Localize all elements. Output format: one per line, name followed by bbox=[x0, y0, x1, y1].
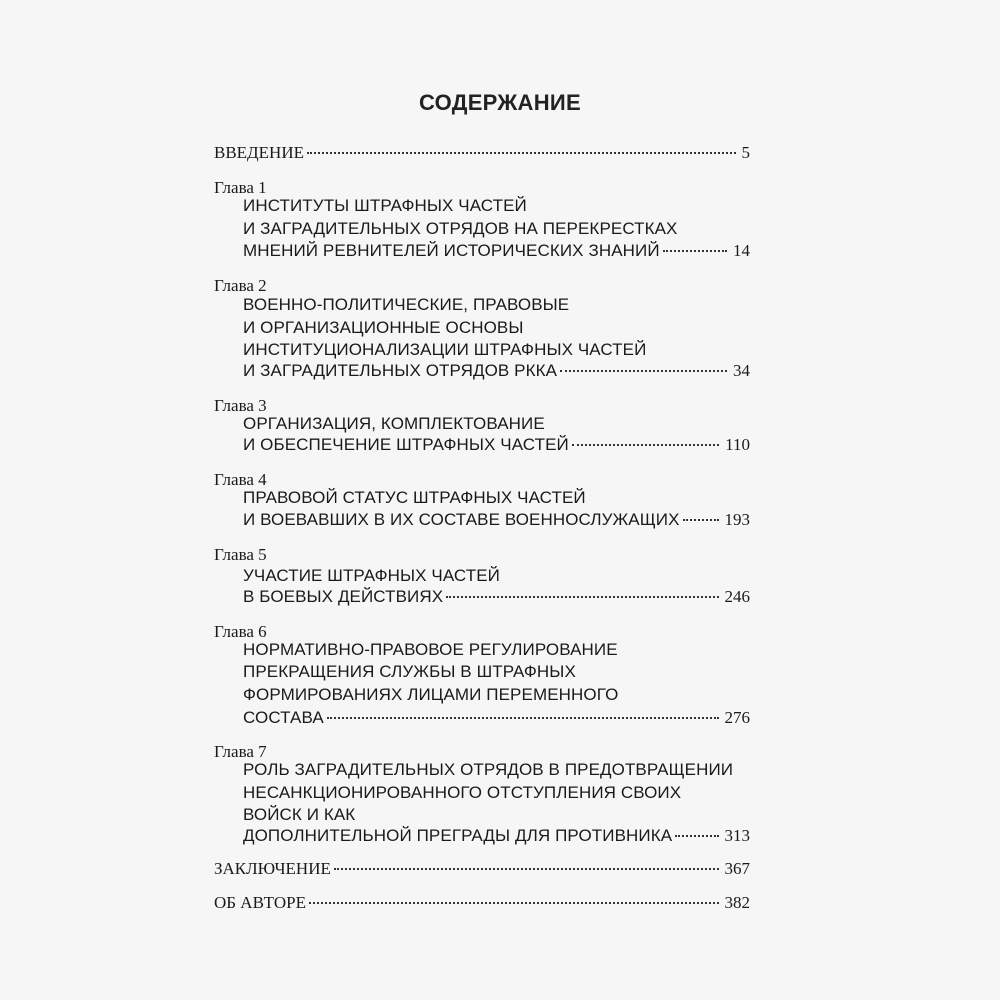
chapter-title-line: ПРАВОВОЙ СТАТУС ШТРАФНЫХ ЧАСТЕЙ bbox=[243, 488, 586, 507]
chapter-title-line: ВОЙСК И КАК bbox=[243, 805, 356, 824]
toc-entry-chapter-4[interactable] bbox=[243, 510, 750, 530]
chapter-label: Глава 6 bbox=[214, 622, 267, 641]
toc-entry-chapter-2[interactable] bbox=[243, 361, 750, 381]
toc-entry-chapter-3[interactable] bbox=[243, 435, 750, 455]
chapter-label: Глава 2 bbox=[214, 276, 267, 295]
chapter-title-line: И ВОЕВАВШИХ В ИХ СОСТАВЕ ВОЕННОСЛУЖАЩИХ bbox=[243, 510, 680, 529]
chapter-title-line: ПРЕКРАЩЕНИЯ СЛУЖБЫ В ШТРАФНЫХ bbox=[243, 662, 576, 681]
dot-leader bbox=[309, 902, 719, 904]
dot-leader bbox=[307, 152, 736, 154]
chapter-label: Глава 3 bbox=[214, 396, 267, 415]
toc-page-number: 34 bbox=[733, 361, 750, 380]
chapter-title-line: СОСТАВА bbox=[243, 708, 324, 727]
chapter-title-line: НЕСАНКЦИОНИРОВАННОГО ОТСТУПЛЕНИЯ СВОИХ bbox=[243, 783, 682, 802]
chapter-title-line: ОРГАНИЗАЦИЯ, КОМПЛЕКТОВАНИЕ bbox=[243, 414, 545, 433]
toc-entry-about[interactable] bbox=[214, 893, 750, 913]
dot-leader bbox=[560, 370, 727, 372]
toc-entry-title: ОБ АВТОРЕ bbox=[214, 893, 306, 912]
dot-leader bbox=[663, 250, 727, 252]
chapter-title-line: И ЗАГРАДИТЕЛЬНЫХ ОТРЯДОВ РККА bbox=[243, 361, 558, 380]
toc-entry-title: ВВЕДЕНИЕ bbox=[214, 143, 304, 162]
toc-entry-chapter-1[interactable] bbox=[243, 241, 750, 261]
toc-entry-chapter-6[interactable] bbox=[243, 708, 750, 728]
toc-page-number: 14 bbox=[733, 241, 750, 260]
toc-page-number: 276 bbox=[724, 708, 750, 727]
toc-page-number: 313 bbox=[724, 826, 750, 845]
chapter-title-line: УЧАСТИЕ ШТРАФНЫХ ЧАСТЕЙ bbox=[243, 566, 500, 585]
dot-leader bbox=[334, 868, 719, 870]
toc-page-number: 193 bbox=[724, 510, 750, 529]
dot-leader bbox=[327, 717, 719, 719]
chapter-title-line: ФОРМИРОВАНИЯХ ЛИЦАМИ ПЕРЕМЕННОГО bbox=[243, 685, 619, 704]
toc-page-number: 246 bbox=[724, 587, 750, 606]
dot-leader bbox=[675, 835, 718, 837]
chapter-title-line: И ЗАГРАДИТЕЛЬНЫХ ОТРЯДОВ НА ПЕРЕКРЕСТКАХ bbox=[243, 219, 678, 238]
dot-leader bbox=[572, 444, 719, 446]
chapter-title-line: ИНСТИТУТЫ ШТРАФНЫХ ЧАСТЕЙ bbox=[243, 196, 527, 215]
toc-page-number: 5 bbox=[741, 143, 750, 162]
toc-entry-title: ЗАКЛЮЧЕНИЕ bbox=[214, 859, 331, 878]
dot-leader bbox=[683, 519, 719, 521]
toc-entry-chapter-5[interactable] bbox=[243, 587, 750, 607]
toc-entry-intro[interactable] bbox=[214, 143, 750, 163]
toc-page-number: 382 bbox=[724, 893, 750, 912]
chapter-title-line: В БОЕВЫХ ДЕЙСТВИЯХ bbox=[243, 587, 444, 606]
chapter-label: Глава 7 bbox=[214, 742, 267, 761]
toc-page-number: 110 bbox=[725, 435, 750, 454]
toc-entry-chapter-7[interactable] bbox=[243, 826, 750, 846]
chapter-title-line: МНЕНИЙ РЕВНИТЕЛЕЙ ИСТОРИЧЕСКИХ ЗНАНИЙ bbox=[243, 241, 660, 260]
chapter-title-line: И ОРГАНИЗАЦИОННЫЕ ОСНОВЫ bbox=[243, 318, 524, 337]
chapter-label: Глава 1 bbox=[214, 178, 267, 197]
chapter-title-line: ДОПОЛНИТЕЛЬНОЙ ПРЕГРАДЫ ДЛЯ ПРОТИВНИКА bbox=[243, 826, 673, 845]
dot-leader bbox=[446, 596, 718, 598]
chapter-title-line: ИНСТИТУЦИОНАЛИЗАЦИИ ШТРАФНЫХ ЧАСТЕЙ bbox=[243, 340, 647, 359]
chapter-title-line: РОЛЬ ЗАГРАДИТЕЛЬНЫХ ОТРЯДОВ В ПРЕДОТВРАЩЕНИИ bbox=[243, 760, 734, 779]
toc-entry-conclusion[interactable] bbox=[214, 859, 750, 879]
toc-page-number: 367 bbox=[724, 859, 750, 878]
chapter-label: Глава 4 bbox=[214, 470, 267, 489]
chapter-title-line: НОРМАТИВНО-ПРАВОВОЕ РЕГУЛИРОВАНИЕ bbox=[243, 640, 618, 659]
toc-heading: СОДЕРЖАНИЕ bbox=[418, 90, 582, 115]
chapter-title-line: И ОБЕСПЕЧЕНИЕ ШТРАФНЫХ ЧАСТЕЙ bbox=[243, 435, 569, 454]
chapter-label: Глава 5 bbox=[214, 545, 267, 564]
chapter-title-line: ВОЕННО-ПОЛИТИЧЕСКИЕ, ПРАВОВЫЕ bbox=[243, 295, 570, 314]
